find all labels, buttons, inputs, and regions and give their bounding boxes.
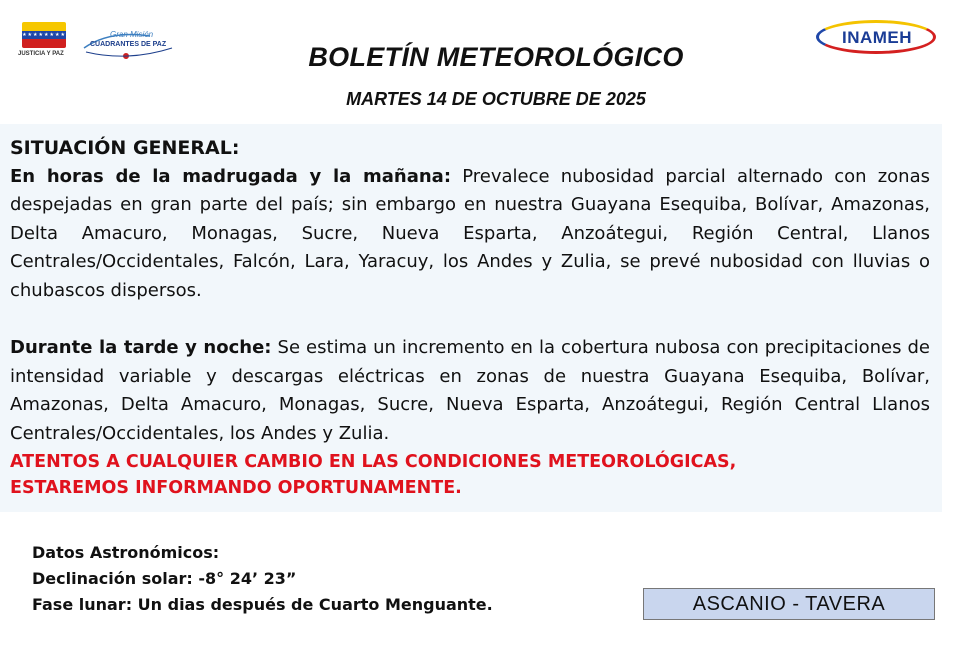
afternoon-label: Durante la tarde y noche: <box>10 337 272 359</box>
alert-line-1: ATENTOS A CUALQUIER CAMBIO EN LAS CONDICIONES METEOROLÓGICAS, <box>10 451 737 472</box>
bulletin-date: MARTES 14 DE OCTUBRE DE 2025 <box>346 89 646 109</box>
mission-logo-line2: CUADRANTES DE PAZ <box>90 41 167 48</box>
authors-box: ASCANIO - TAVERA <box>643 588 935 620</box>
morning-label: En horas de la madrugada y la mañana: <box>10 165 452 187</box>
astronomy-title: Datos Astronómicos: <box>32 543 220 562</box>
situation-content <box>10 134 930 501</box>
morning-paragraph <box>10 163 930 306</box>
situation-heading: SITUACIÓN GENERAL: <box>10 137 240 159</box>
inameh-logo-name: INAMEH <box>841 28 913 47</box>
afternoon-paragraph <box>10 334 930 448</box>
bulletin-title: BOLETÍN METEOROLÓGICO <box>308 42 684 72</box>
venezuela-flag-icon: ★★★★★★★★ <box>22 22 66 48</box>
mission-logo-line1: Gran Misión <box>110 30 154 39</box>
solar-declination: Declinación solar: -8° 24’ 23” <box>32 569 297 588</box>
gov-logo-tag: JUSTICIA Y PAZ <box>18 51 64 57</box>
astronomy-data <box>32 540 493 618</box>
afternoon-text: Se estima un incremento en la cobertura nubosa con precipitaciones de intensidad variable y descargas eléctricas en zonas de nuestra Guayana Esequiba, Bolívar, Amazonas, Delta Amacuro, Monagas, Sucre, Nueva Esparta, Anzoátegui, Región Central Llanos Centrales/Occidentales, los Andes y Zulia. <box>10 337 930 444</box>
alert-line-2: ESTAREMOS INFORMANDO OPORTUNAMENTE. <box>10 477 462 498</box>
moon-phase: Fase lunar: Un dias después de Cuarto Menguante. <box>32 595 493 614</box>
inameh-logo <box>814 18 942 64</box>
morning-text: Prevalece nubosidad parcial alternado con zonas despejadas en gran parte del país; sin embargo en nuestra Guayana Esequiba, Bolívar, Amazonas, Delta Amacuro, Monagas, Sucre, Nueva Esparta, Anzoátegui, Región Central, Llanos Centrales/Occidentales, Falcón, Lara, Yaracuy, los Andes y Zulia, se prevé nubosidad con lluvias o chubascos dispersos. <box>10 165 930 301</box>
